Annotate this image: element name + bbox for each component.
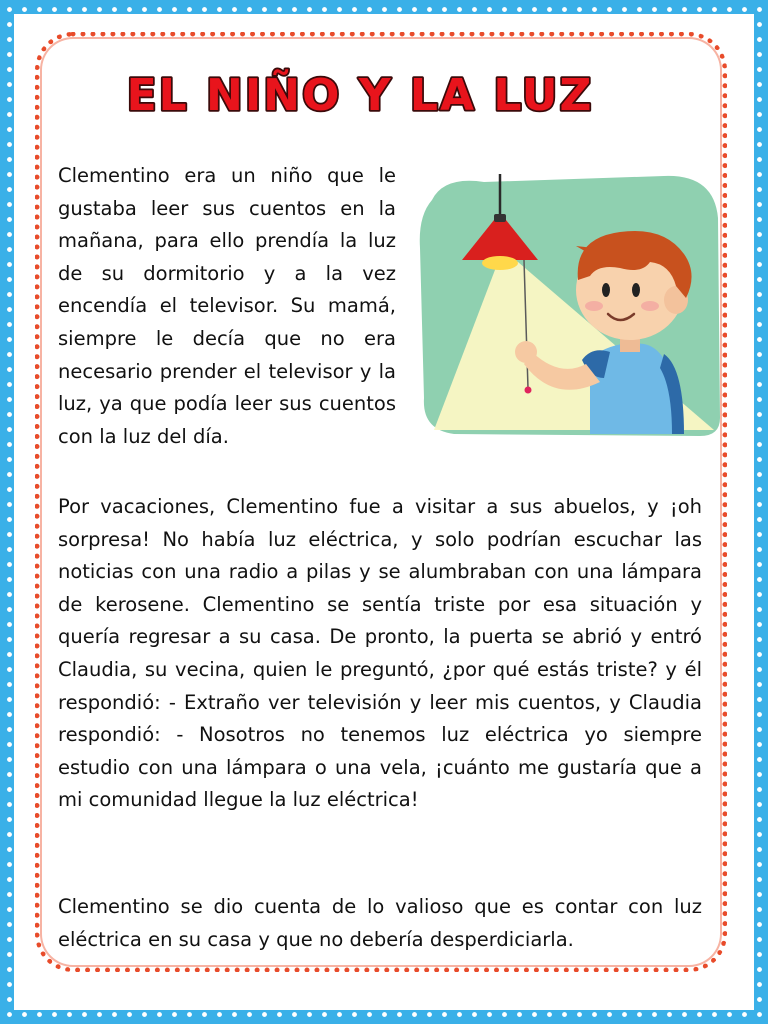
page-title (126, 64, 594, 124)
story-paragraph-1: Clementino era un niño que le gustaba leer sus cuentos en la mañana, para ello prendía la luz de su dormitorio y a la vez encendía el televisor. Su mamá, siempre le decía que no era necesario prender el televisor y la luz, ya que podía leer sus cuentos con la luz del día. (58, 164, 396, 448)
lamp-socket (494, 214, 506, 222)
title-text: EL NIÑO Y LA LUZ (126, 70, 594, 121)
boy-hand (515, 341, 537, 363)
cord-knob (525, 387, 532, 394)
boy-cheek-right (641, 301, 659, 311)
boy-cheek-left (585, 301, 603, 311)
light-bulb-icon (482, 256, 518, 270)
boy-pulling-lamp-cord-illustration (414, 168, 720, 440)
boy-eye-right (632, 283, 640, 297)
boy-eye-left (602, 283, 610, 297)
story-paragraph-3: Clementino se dio cuenta de lo valioso que es contar con luz eléctrica en su casa y que no debería desperdiciarla. (58, 895, 702, 951)
story-paragraph-2: Por vacaciones, Clementino fue a visitar a sus abuelos, y ¡oh sorpresa! No había luz eléctrica, y solo podrían escuchar las noticias con una radio a pilas y se alumbraban con una lámpara de kerosene. Clementino se sentía triste por esa situación y quería regresar a su casa. De pronto, la puerta se abrió y entró Claudia, su vecina, quien le preguntó, ¿por qué estás triste? y él respondió: - Extraño ver televisión y leer mis cuentos, y Claudia respondió: - Nosotros no tenemos luz eléctrica yo siempre estudio con una lámpara o una vela, ¡cuánto me gustaría que a mi comunidad llegue la luz eléctrica! (58, 495, 702, 812)
